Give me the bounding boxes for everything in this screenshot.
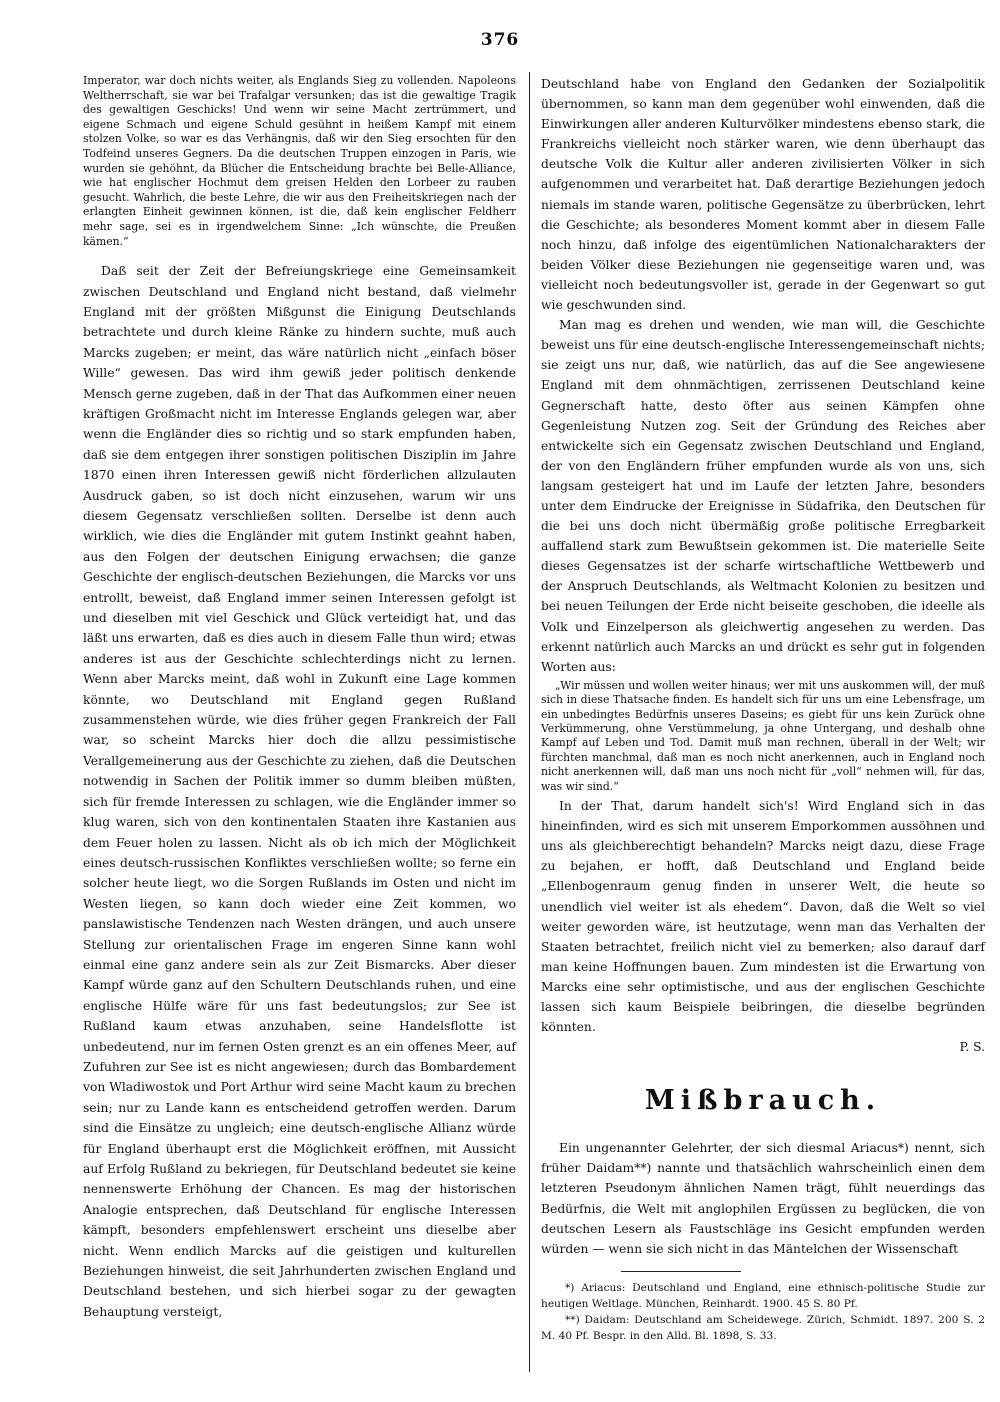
author-signature: P. S. [959,1040,985,1055]
right-column [541,74,985,1344]
left-column [83,74,516,1322]
body-paragraph: Daß seit der Zeit der Befreiungskriege eine Gemeinsamkeit zwischen Deutschland und England nicht bestand, daß vielmehr England mit der größten Mißgunst die Einigung Deutschlands betrachtete und durch kleine Ränke zu hindern suchte, muß auch Marcks zugeben; er meint, das wäre natürlich nicht „einfach böser Wille“ gewesen. Das wird ihm gewiß jeder politisch denkende Mensch gerne zugeben, daß in der That das Aufkommen einer neuen kräftigen Großmacht nicht im Interesse Englands gelegen war, aber wenn die Engländer dies so richtig und so stark empfunden haben, daß sie dem entgegen ihrer sonstigen politischen Disziplin im Jahre 1870 einen ihren Interessen gewiß nicht förderlichen allzulauten Ausdruck gaben, so ist doch nicht einzusehen, warum wir uns diesem Gegensatz verschließen sollten. Derselbe ist denn auch wirklich, wie dies die Engländer mit gutem Instinkt geahnt haben, aus den Folgen der deutschen Einigung erwachsen; die ganze Geschichte der englisch-deutschen Beziehungen, die Marcks vor uns entrollt, beweist, daß England immer seinen Interessen gefolgt ist und dieselben mit viel Geschick und Glück verteidigt hat, und das läßt uns erwarten, daß es dies auch in diesem Falle thun wird; etwas anderes ist aus der Geschichte schlechterdings nicht zu lernen. Wenn aber Marcks meint, daß wohl in Zukunft eine Lage kommen könnte, wo Deutschland mit England gegen Rußland zusammenstehen würde, wie dies früher gegen Frankreich der Fall war, so scheint Marcks hier doch die allzu pessimistische Verallgemeinerung aus der Geschichte zu ziehen, daß die Deutschen notwendig in Sachen der Politik immer so dumm bleiben müßten, sich für fremde Interessen zu schlagen, wie die Engländer immer so klug waren, sich von den kontinentalen Staaten ihre Kastanien aus dem Feuer holen zu lassen. Nicht als ob ich mich der Möglichkeit eines deutsch-russischen Konfliktes verschließen wollte; so ferne ein solcher heute liegt, wo die Sorgen Rußlands im Osten und nicht im Westen liegen, so kann doch wieder eine Zeit kommen, wo panslawistische Tendenzen nach Westen drängen, und auch unsere Stellung zur orientalischen Frage im engeren Sinne kann wohl einmal eine ganz andere sein als zur Zeit Bismarcks. Aber dieser Kampf würde ganz auf den Schultern Deutschlands ruhen, und eine englische Hülfe wäre für uns fast bedeutungslos; zur See ist Rußland kaum etwas anzuhaben, seine Handelsflotte ist unbedeutend, nur im fernen Osten grenzt es an ein offenes Meer, auf Zufuhren zur See ist es nicht angewiesen; durch das Bombardement von Wladiwostok und Port Arthur wird seine Macht kaum zu brechen sein; nur zu Lande kann es entscheidend getroffen werden. Darum sind die Einsätze zu ungleich; eine deutsch-englische Allianz würde für England überhaupt erst die Möglichkeit eröffnen, mit Aussicht auf Erfolg Rußland zu bekriegen, für Deutschland bedeutet sie keine nennenswerte Erhöhung der Chancen. Es mag der historischen Analogie entsprechen, daß Deutschland für englische Interessen kämpft, besonders empfehlenswert erscheint uns dieselbe aber nicht. Wenn endlich Marcks auf die geistigen und kulturellen Beziehungen hinweist, die seit Jahrhunderten zwischen England und Deutschland bestehen, und sich hierbei sogar zu der gewagten Behauptung versteigt, [83,264,516,1319]
article-heading: Mißbrauch. [644,1085,882,1117]
page-number: 376 [480,30,520,50]
footnote: *) Ariacus: Deutschland und England, eine ethnisch-politische Studie zur heutigen Weltlage. München, Reinhardt. 1900. 45 S. 80 Pf. [541,1281,985,1310]
quote-continuation: Imperator, war doch nichts weiter, als Englands Sieg zu vollenden. Napoleons Weltherrschaft, sie war bei Trafalgar versunken; das ist die gewaltige Tragik des gewaltigen Geschicks! Und wenn wir seine Macht zertrümmert, und eigene Schmach und eigene Schuld gesühnt in heißem Kampf mit einem stolzen Volke, so war es das Verhängnis, daß wir den Sieg ersochten für den Todfeind unseres Gegners. Da die deutschen Truppen einzogen in Paris, wie wurden sie gehöhnt, da Blücher die Entscheidung brachte bei Belle-Alliance, wie hat englischer Hochmut dem greisen Helden den Lorbeer zu rauben gesucht. Wahrlich, die beste Lehre, die wir aus den Freiheitskriegen nach der erlangten Einheit gewinnen können, ist die, daß kein englischer Feldherr mehr sage, sei es in irgendwelchem Sinne: „Ich wünschte, die Preußen kämen.“ [83,74,516,248]
footnote: **) Daidam: Deutschland am Scheidewege. Zürich, Schmidt. 1897. 200 S. 2 M. 40 Pf. Bespr. in den Alld. Bl. 1898, S. 33. [541,1313,985,1342]
body-paragraph: In der That, darum handelt sich's! Wird England sich in das hineinfinden, wird es sich mit unserem Emporkommen aussöhnen und uns als gleichberechtigt behandeln? Marcks neigt dazu, diese Frage zu bejahen, er hofft, daß Deutschland und England beide „Ellenbogenraum genug finden in unserer Welt, die heute so unendlich viel weiter ist als ehedem“. Davon, daß die Welt so viel weiter geworden wäre, ist heutzutage, wenn man das Verhalten der Staaten betrachtet, freilich nicht viel zu bemerken; also darauf darf man keine Hoffnungen bauen. Zum mindesten ist die Erwartung von Marcks eine sehr optimistische, und aus der englischen Geschichte lassen sich kaum Beispiele beibringen, die dieselbe begründen könnten. [541,799,985,1035]
footnote-rule [621,1271,741,1272]
body-paragraph: Ein ungenannter Gelehrter, der sich diesmal Ariacus*) nennt, sich früher Daidam**) nannte und thatsächlich wahrscheinlich einen dem letzteren Pseudonym ähnlichen Namen trägt, fühlt neuerdings das Bedürfnis, die Welt mit anglophilen Ergüssen zu beglücken, die von deutschen Lesern als Faustschläge ins Gesicht empfunden werden würden — wenn sie sich nicht in das Mäntelchen der Wissenschaft [541,1141,985,1256]
spacer [83,249,516,261]
body-paragraph: Man mag es drehen und wenden, wie man will, die Geschichte beweist uns für eine deutsch-englische Interessengemeinschaft nichts; sie zeigt uns nur, daß, wie natürlich, das auf die See angewiesene England mit dem ohnmächtigen, zerrissenen Deutschland keine Gegnerschaft hatte, desto öfter aus seinen Kämpfen ohne Gegenleistung Nutzen zog. Seit der Gründung des Reiches aber entwickelte sich ein Gegensatz zwischen Deutschland und England, der von den Engländern früher empfunden wurde als von uns, sich langsam gesteigert hat und im Laufe der letzten Jahre, besonders unter dem Eindrucke der Ereignisse in Südafrika, den Deutschen für die bei uns doch nicht übermäßig große politische Erregbarkeit auffallend stark zum Bewußtsein gekommen ist. Die materielle Seite dieses Gegensatzes ist der scharfe wirtschaftliche Wettbewerb und der Anspruch Deutschlands, als Weltmacht Kolonien zu besitzen und bei neuen Teilungen der Erde nicht beiseite geschoben, die ideelle als Volk und Einzelperson als gleichwertig angesehen zu werden. Das erkennt natürlich auch Marcks an und drückt es sehr gut in folgenden Worten aus: [541,318,985,674]
column-divider [529,72,530,1372]
block-quote: „Wir müssen und wollen weiter hinaus; wer mit uns auskommen will, der muß sich in diese Thatsache finden. Es handelt sich für uns um eine Lebensfrage, um ein unbedingtes Bedürfnis unseres Daseins; es giebt für uns kein Zurück ohne Verkümmerung, ohne Verstümmelung, ja ohne Untergang, und deshalb ohne Kampf auf Leben und Tod. Damit muß man rechnen, überall in der Welt; wir fürchten manchmal, daß man es noch nicht anerkennen, auch in England noch nicht anerkennen will, daß man uns noch nicht für „voll“ nehmen will, für das, was wir sind.“ [541,678,985,793]
body-paragraph: Deutschland habe von England den Gedanken der Sozialpolitik übernommen, so kann man dem gegenüber wohl einwenden, daß die Einwirkungen aller anderen Kulturvölker mindestens ebenso stark, die Frankreichs vielleicht noch stärker waren, wie denn überhaupt das deutsche Volk die Kultur aller anderen zivilisierten Völker in sich aufgenommen und verarbeitet hat. Daß derartige Beziehungen jedoch niemals im stande waren, politische Gegensätze zu überbrücken, lehrt die Geschichte; als besonderes Moment kommt aber in diesem Falle noch hinzu, daß infolge des eigentümlichen Nationalcharakters der beiden Völker diese Beziehungen nie gegenseitige waren und, was vielleicht noch bedeutungsvoller ist, gerade in der Gegenwart so gut wie geschwunden sind. [541,77,985,313]
